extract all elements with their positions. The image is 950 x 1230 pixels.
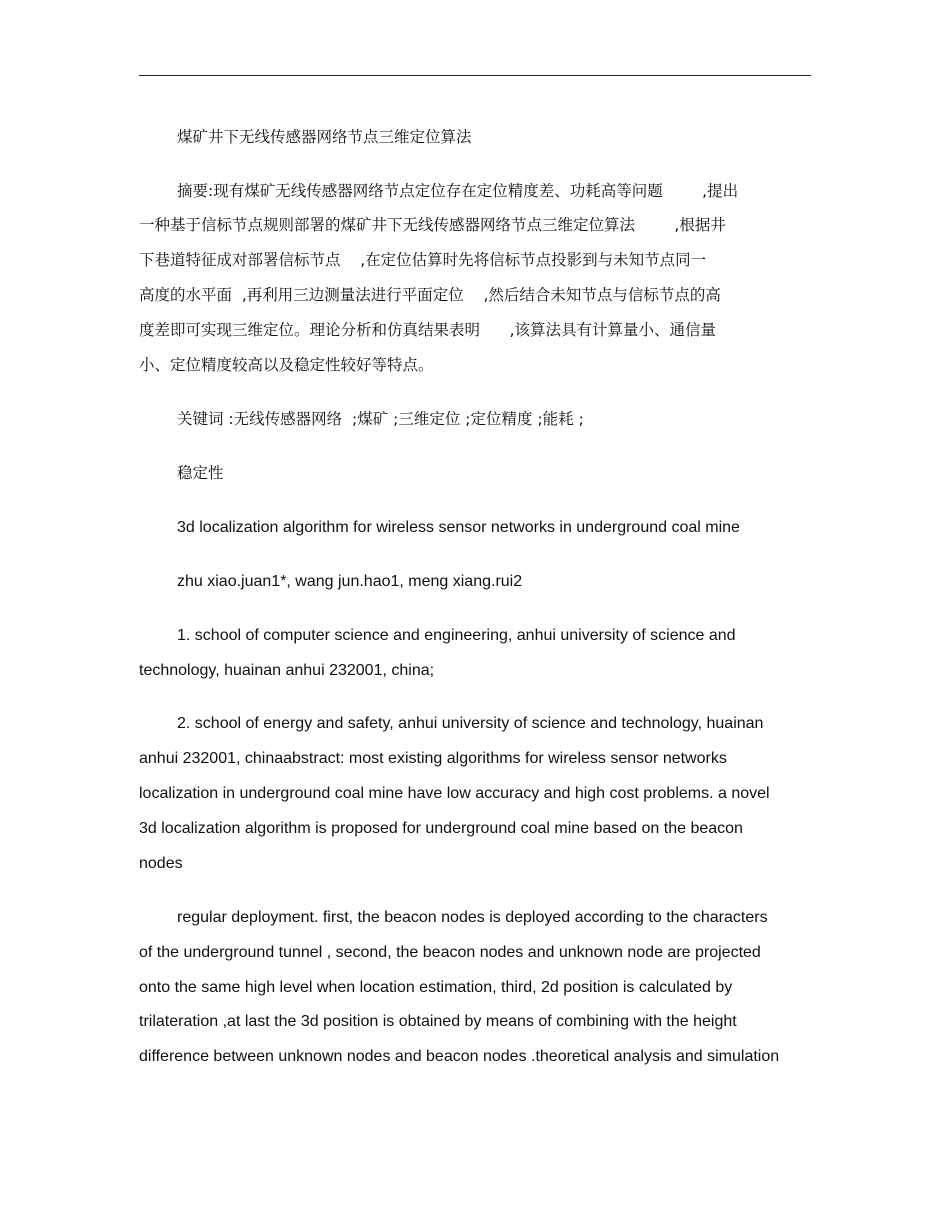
keywords-zh: 关键词 :无线传感器网络 ;煤矿 ;三维定位 ;定位精度 ;能耗 ; <box>177 410 584 428</box>
abstract-en-line: of the underground tunnel , second, the beacon nodes and unknown node are projected <box>139 944 761 961</box>
affiliation-2-abstract-line: localization in underground coal mine have low accuracy and high cost problems. a novel <box>139 785 770 802</box>
abstract-zh-line: 高度的水平面 ,再利用三边测量法进行平面定位 ,然后结合未知节点与信标节点的高 <box>139 286 721 304</box>
abstract-zh-line: 摘要:现有煤矿无线传感器网络节点定位存在定位精度差、功耗高等问题 ,提出 <box>177 182 739 200</box>
affiliation-1-line: 1. school of computer science and engineering, anhui university of science and <box>177 627 736 644</box>
paper-title-zh: 煤矿井下无线传感器网络节点三维定位算法 <box>177 128 472 146</box>
keywords-zh-continued: 稳定性 <box>177 464 224 482</box>
affiliation-2-abstract-line: 2. school of energy and safety, anhui university of science and technology, huainan <box>177 715 764 732</box>
abstract-zh-line: 度差即可实现三维定位。理论分析和仿真结果表明 ,该算法具有计算量小、通信量 <box>139 321 716 339</box>
abstract-en-line: difference between unknown nodes and beacon nodes .theoretical analysis and simulation <box>139 1048 780 1065</box>
abstract-zh-line: 下巷道特征成对部署信标节点 ,在定位估算时先将信标节点投影到与未知节点同一 <box>139 251 707 269</box>
abstract-zh-line: 小、定位精度较高以及稳定性较好等特点。 <box>139 356 434 374</box>
affiliation-2-abstract-line: anhui 232001, chinaabstract: most existing algorithms for wireless sensor networks <box>139 750 727 767</box>
abstract-zh-line: 一种基于信标节点规则部署的煤矿井下无线传感器网络节点三维定位算法 ,根据井 <box>139 216 726 234</box>
header-rule <box>139 75 811 76</box>
paper-title-en: 3d localization algorithm for wireless sensor networks in underground coal mine <box>177 519 740 536</box>
abstract-en-line: trilateration ,at last the 3d position is obtained by means of combining with the height <box>139 1013 737 1030</box>
authors-en: zhu xiao.juan1*, wang jun.hao1, meng xiang.rui2 <box>177 573 523 590</box>
abstract-en-line: regular deployment. first, the beacon nodes is deployed according to the characters <box>177 909 768 926</box>
affiliation-2-abstract-line: 3d localization algorithm is proposed for underground coal mine based on the beacon <box>139 820 743 837</box>
affiliation-2-abstract-line: nodes <box>139 855 183 872</box>
affiliation-1-line: technology, huainan anhui 232001, china; <box>139 662 435 679</box>
abstract-en-line: onto the same high level when location estimation, third, 2d position is calculated by <box>139 979 733 996</box>
